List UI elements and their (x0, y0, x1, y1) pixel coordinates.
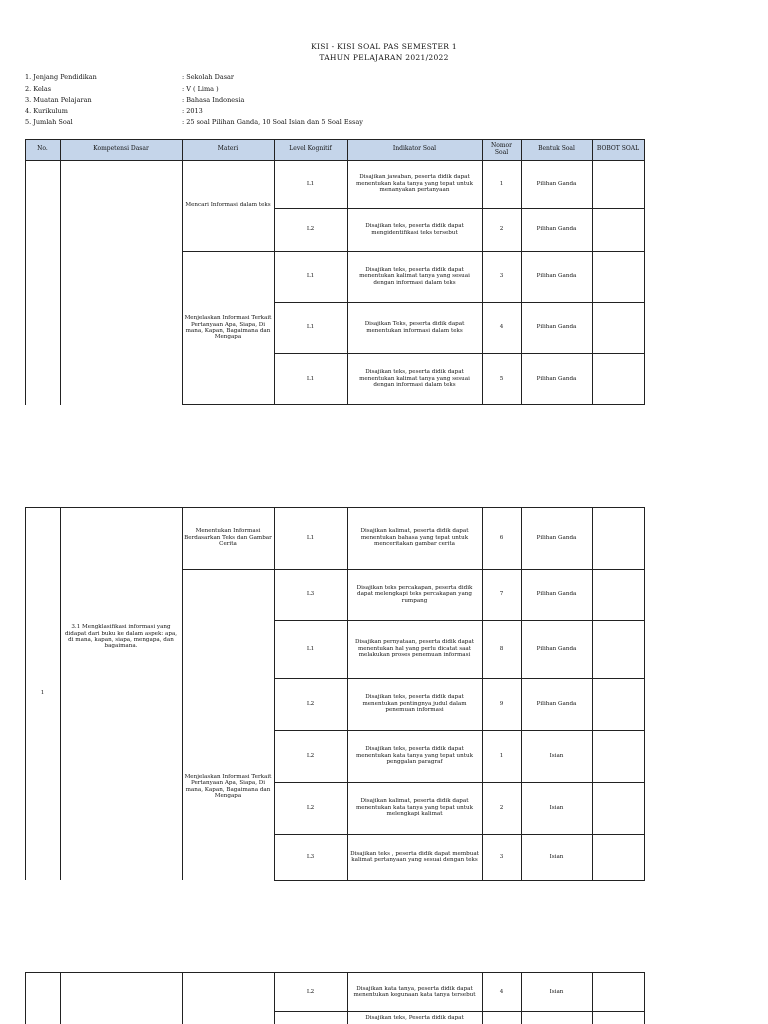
grid-line (644, 507, 645, 880)
bentuk-cell: Pilihan Ganda (536, 226, 577, 233)
grid-line (25, 160, 645, 161)
materi-cell: Menjelaskan Informasi Terkait Pertanyaan Apa, Siapa, Di mana, Kapan, Bagaimana dan Mengapa (184, 773, 272, 799)
grid-line (644, 972, 645, 1024)
level-cell: L3 (306, 591, 315, 598)
bentuk-cell: Pilihan Ganda (536, 324, 577, 331)
bentuk-cell: Pilihan Ganda (536, 591, 577, 598)
bentuk-cell: Isian (549, 853, 564, 860)
indikator-cell: Disajikan teks, peserta didik dapat menentukan kalimat tanya yang sesuai dengan informasi dalam teks (359, 369, 470, 389)
grid-line (25, 972, 26, 1024)
grid-line (482, 972, 483, 1024)
level-cell: L1 (306, 324, 315, 331)
grid-line (274, 507, 275, 880)
grid-line (592, 507, 593, 880)
grid-line (347, 972, 348, 1024)
grid-line (521, 139, 522, 405)
nomor-cell: 4 (499, 988, 504, 995)
grid-line (521, 972, 522, 1024)
nomor-cell: 5 (499, 375, 504, 382)
level-cell: L2 (306, 988, 315, 995)
grid-line (182, 507, 183, 880)
kd-cell: 3.1 Mengklasifikasi informasi yang didapat dari buku ke dalam aspek: apa, di mana, kapan, siapa, mengapa, dan bagaimana. (64, 624, 178, 650)
materi-cell: Menjelaskan Informasi Terkait Pertanyaan Apa, Siapa, Di mana, Kapan, Bagaimana dan Mengapa (184, 315, 272, 341)
grid-line (274, 678, 645, 679)
level-cell: L2 (306, 700, 315, 707)
grid-line (182, 404, 645, 405)
grid-line (274, 139, 275, 405)
indikator-cell: Disajikan pernyataan, peserta didik dapat menentukan hal yang perlu dicatat saat melakukan proses penemuan informasi (355, 639, 474, 659)
grid-line (592, 139, 593, 405)
nomor-cell: 2 (499, 226, 504, 233)
grid-line (25, 972, 645, 973)
header-level: Level Kognitif (274, 139, 347, 160)
header-kd: Kompetensi Dasar (60, 139, 182, 160)
bentuk-cell: Pilihan Ganda (536, 180, 577, 187)
grid-line (25, 507, 645, 508)
info-row (25, 85, 525, 95)
indikator-cell: Disajikan teks percakapan, peserta didik dapat melengkapi teks percakapan yang rumpang (356, 584, 473, 604)
grid-line (182, 972, 183, 1024)
grid-line (274, 1011, 645, 1012)
info-label: 1. Jenjang Pendidikan (25, 73, 97, 81)
info-label: 2. Kelas (25, 85, 52, 93)
indikator-cell: Disajikan teks , peserta didik dapat membuat kalimat pertanyaan yang sesuai dengan teks (350, 850, 479, 863)
level-cell: L2 (306, 752, 315, 759)
header-nomor: Nomor Soal (482, 139, 521, 160)
indikator-cell: Disajikan teks, Peserta didik dapat (365, 1015, 464, 1021)
level-cell: L1 (306, 375, 315, 382)
level-cell: L1 (306, 180, 315, 187)
indikator-cell: Disajikan jawaban, peserta didik dapat menentukan kata tanya yang tepat untuk menanyakan pertanyaan (355, 174, 474, 194)
indikator-cell: Disajikan teks, peserta didik dapat menentukan kata tanya yang tepat untuk penggalan paragraf (355, 746, 474, 766)
header-bentuk: Bentuk Soal (521, 139, 592, 160)
grid-line (274, 302, 645, 303)
info-row (25, 73, 525, 83)
grid-line (25, 139, 26, 405)
info-label: 3. Muatan Pelajaran (25, 96, 92, 104)
info-label: 4. Kurikulum (25, 107, 68, 115)
grid-line (60, 139, 61, 405)
indikator-cell: Disajikan teks, peserta didik dapat mengidentifikasi teks tersebut (365, 223, 464, 236)
bentuk-cell: Pilihan Ganda (536, 645, 577, 652)
bentuk-cell: Isian (549, 752, 564, 759)
grid-line (347, 507, 348, 880)
header-no: No. (25, 139, 60, 160)
info-row (25, 96, 525, 106)
grid-line (60, 507, 61, 880)
bentuk-cell: Pilihan Ganda (536, 375, 577, 382)
grid-line (182, 569, 645, 570)
indikator-cell: Disajikan Teks, peserta didik dapat menentukan informasi dalam teks (364, 321, 465, 334)
grid-line (274, 782, 645, 783)
header-bobot: BOBOT SOAL (592, 139, 644, 160)
grid-line (274, 620, 645, 621)
bentuk-cell: Pilihan Ganda (536, 273, 577, 280)
grid-line (274, 880, 645, 881)
info-value: : V ( Lima ) (182, 85, 219, 93)
grid-line (592, 972, 593, 1024)
bentuk-cell: Isian (549, 804, 564, 811)
grid-line (644, 139, 645, 405)
bentuk-cell: Isian (549, 988, 564, 995)
level-cell: L2 (306, 804, 315, 811)
level-cell: L1 (306, 534, 315, 541)
bentuk-cell: Pilihan Ganda (536, 534, 577, 541)
grid-line (182, 139, 183, 405)
header-indikator: Indikator Soal (347, 139, 482, 160)
nomor-cell: 4 (499, 324, 504, 331)
grid-line (182, 251, 645, 252)
grid-line (274, 353, 645, 354)
info-value: : 25 soal Pilihan Ganda, 10 Soal Isian dan 5 Soal Essay (182, 118, 363, 126)
grid-line (274, 834, 645, 835)
grid-line (482, 507, 483, 880)
grid-line (274, 972, 275, 1024)
grid-line (347, 139, 348, 405)
level-cell: L3 (306, 853, 315, 860)
indikator-cell: Disajikan teks, peserta didik dapat menentukan kalimat tanya yang sesuai dengan informasi dalam teks (359, 266, 470, 286)
document-title: KISI - KISI SOAL PAS SEMESTER 1 (311, 42, 457, 51)
grid-line (60, 972, 61, 1024)
info-label: 5. Jumlah Soal (25, 118, 73, 126)
nomor-cell: 1 (499, 180, 504, 187)
nomor-cell: 9 (499, 700, 504, 707)
indikator-cell: Disajikan teks, peserta didik dapat menentukan pentingnya judul dalam penemuan informasi (362, 694, 467, 714)
nomor-cell: 7 (499, 591, 504, 598)
info-row (25, 107, 525, 117)
level-cell: L1 (306, 273, 315, 280)
info-value: : 2013 (182, 107, 203, 115)
header-materi: Materi (182, 139, 274, 160)
grid-line (274, 208, 645, 209)
info-row (25, 118, 525, 128)
grid-line (521, 507, 522, 880)
indikator-cell: Disajikan kata tanya, peserta didik dapat menentukan kegunaan kata tanya tersebut (353, 985, 476, 998)
level-cell: L1 (306, 645, 315, 652)
grid-line (274, 730, 645, 731)
indikator-cell: Disajikan kalimat, peserta didik dapat menentukan bahasa yang tepat untuk menceritakan gambar cerita (360, 528, 469, 548)
nomor-cell: 2 (499, 804, 504, 811)
grid-line (25, 507, 26, 880)
grid-line (25, 139, 645, 140)
nomor-cell: 3 (499, 273, 504, 280)
nomor-cell: 3 (499, 853, 504, 860)
info-value: : Sekolah Dasar (182, 73, 235, 81)
indikator-cell: Disajikan kalimat, peserta didik dapat menentukan kata tanya yang tepat untuk melengkapi kalimat (355, 798, 474, 818)
materi-cell: Mencari Informasi dalam teks (185, 202, 271, 209)
bentuk-cell: Pilihan Ganda (536, 700, 577, 707)
info-value: : Bahasa Indonesia (182, 96, 245, 104)
materi-cell: Menentukan Informasi Berdasarkan Teks dan Gambar Cerita (184, 528, 272, 548)
nomor-cell: 1 (499, 752, 504, 759)
no-cell: 1 (40, 690, 45, 697)
document-subtitle: TAHUN PELAJARAN 2021/2022 (319, 53, 449, 62)
grid-line (482, 139, 483, 405)
level-cell: L2 (306, 226, 315, 233)
nomor-cell: 6 (499, 534, 504, 541)
nomor-cell: 8 (499, 645, 504, 652)
